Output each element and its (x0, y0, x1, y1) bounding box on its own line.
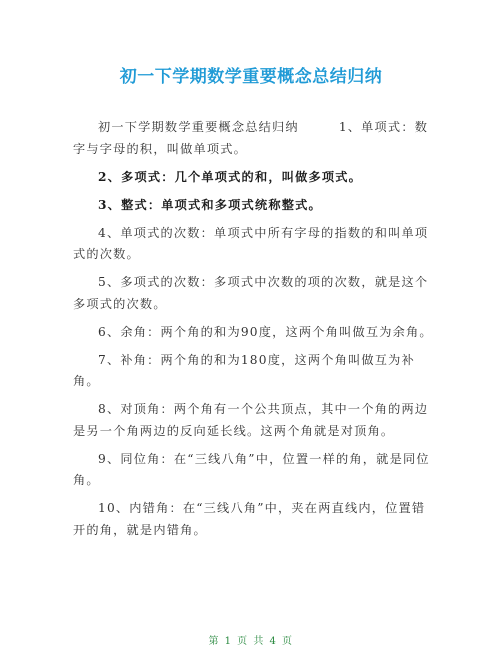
document-body (73, 117, 433, 548)
paragraph-1-lead: 初一下学期数学重要概念总结归纳 (98, 120, 299, 134)
document-title: 初一下学期数学重要概念总结归纳 (119, 67, 383, 87)
paragraph-7: 7、补角：两个角的和为180度，这两个角叫做互为补角。 (73, 352, 415, 388)
paragraph-10: 10、内错角：在“三线八角”中，夹在两直线内，位置错开的角，就是内错角。 (73, 501, 426, 537)
paragraph-6: 6、余角：两个角的和为90度，这两个角叫做互为余角。 (98, 324, 433, 339)
paragraph-8: 8、对顶角：两个角有一个公共顶点，其中一个角的两边是另一个角两边的反向延长线。这两个角就是对顶角。 (73, 402, 429, 438)
paragraph-1-text: 1、单项式：数字与字母的积，叫做单项式。 (73, 120, 429, 156)
paragraph-1 (73, 117, 433, 160)
paragraph-5: 5、多项式的次数：多项式中次数的项的次数，就是这个多项式的次数。 (73, 275, 429, 311)
page-footer: 第 1 页 共 4 页 (208, 636, 294, 647)
paragraph-9: 9、同位角：在“三线八角”中，位置一样的角，就是同位角。 (73, 451, 430, 487)
paragraph-3: 3、整式：单项式和多项式统称整式。 (98, 197, 322, 212)
paragraph-4: 4、单项式的次数：单项式中所有字母的指数的和叫单项式的次数。 (73, 225, 429, 261)
paragraph-2: 2、多项式：几个单项式的和，叫做多项式。 (98, 169, 363, 184)
